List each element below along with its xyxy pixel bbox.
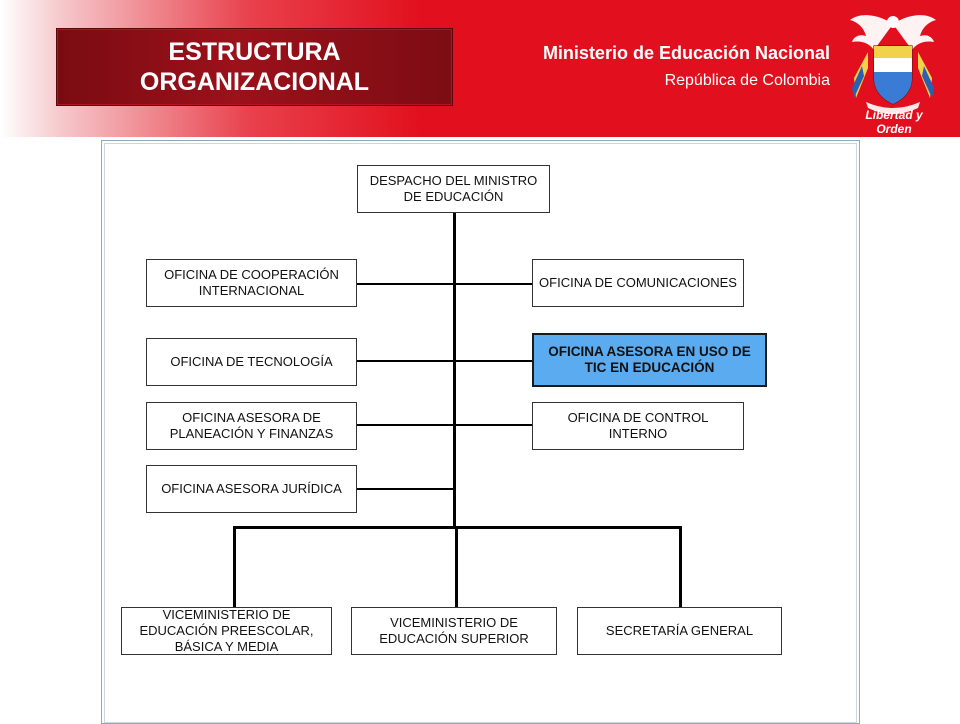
ministry-name: Ministerio de Educación Nacional	[542, 43, 830, 63]
node-asesora-juridica: OFICINA ASESORA JURÍDICA	[146, 465, 357, 513]
connector-tecnologia	[356, 360, 454, 362]
connector-secretaria	[679, 526, 682, 608]
node-asesora-tic: OFICINA ASESORA EN USO DE TIC EN EDUCACIÓN	[532, 333, 767, 387]
node-vice-superior: VICEMINISTERIO DE EDUCACIÓN SUPERIOR	[351, 607, 557, 655]
connector-vice-superior	[455, 526, 458, 608]
title-line-2: ORGANIZACIONAL	[139, 68, 370, 96]
connector-comunicaciones	[455, 283, 533, 285]
page-title	[56, 28, 453, 106]
connector-main-vertical	[453, 212, 456, 528]
node-despacho-ministro: DESPACHO DEL MINISTRO DE EDUCACIÓN	[357, 165, 550, 213]
connector-planeacion	[356, 424, 454, 426]
connector-tic	[455, 360, 533, 362]
motto-text: Libertad y Orden	[865, 108, 923, 136]
node-secretaria-general: SECRETARÍA GENERAL	[577, 607, 782, 655]
connector-vice-preescolar	[233, 526, 236, 608]
connector-juridica	[356, 488, 454, 490]
node-control-interno: OFICINA DE CONTROL INTERNO	[532, 402, 744, 450]
node-cooperacion-internacional: OFICINA DE COOPERACIÓN INTERNACIONAL	[146, 259, 357, 307]
ministry-block	[543, 42, 830, 92]
node-comunicaciones: OFICINA DE COMUNICACIONES	[532, 259, 744, 307]
node-tecnologia: OFICINA DE TECNOLOGÍA	[146, 338, 357, 386]
node-planeacion-finanzas: OFICINA ASESORA DE PLANEACIÓN Y FINANZAS	[146, 402, 357, 450]
header-banner	[0, 0, 960, 137]
connector-control	[455, 424, 533, 426]
connector-cooperacion	[356, 283, 454, 285]
title-line-1: ESTRUCTURA	[168, 38, 341, 66]
node-vice-preescolar-basica-media: VICEMINISTERIO DE EDUCACIÓN PREESCOLAR, BÁSICA Y MEDIA	[121, 607, 332, 655]
country-name: República de Colombia	[664, 72, 830, 89]
